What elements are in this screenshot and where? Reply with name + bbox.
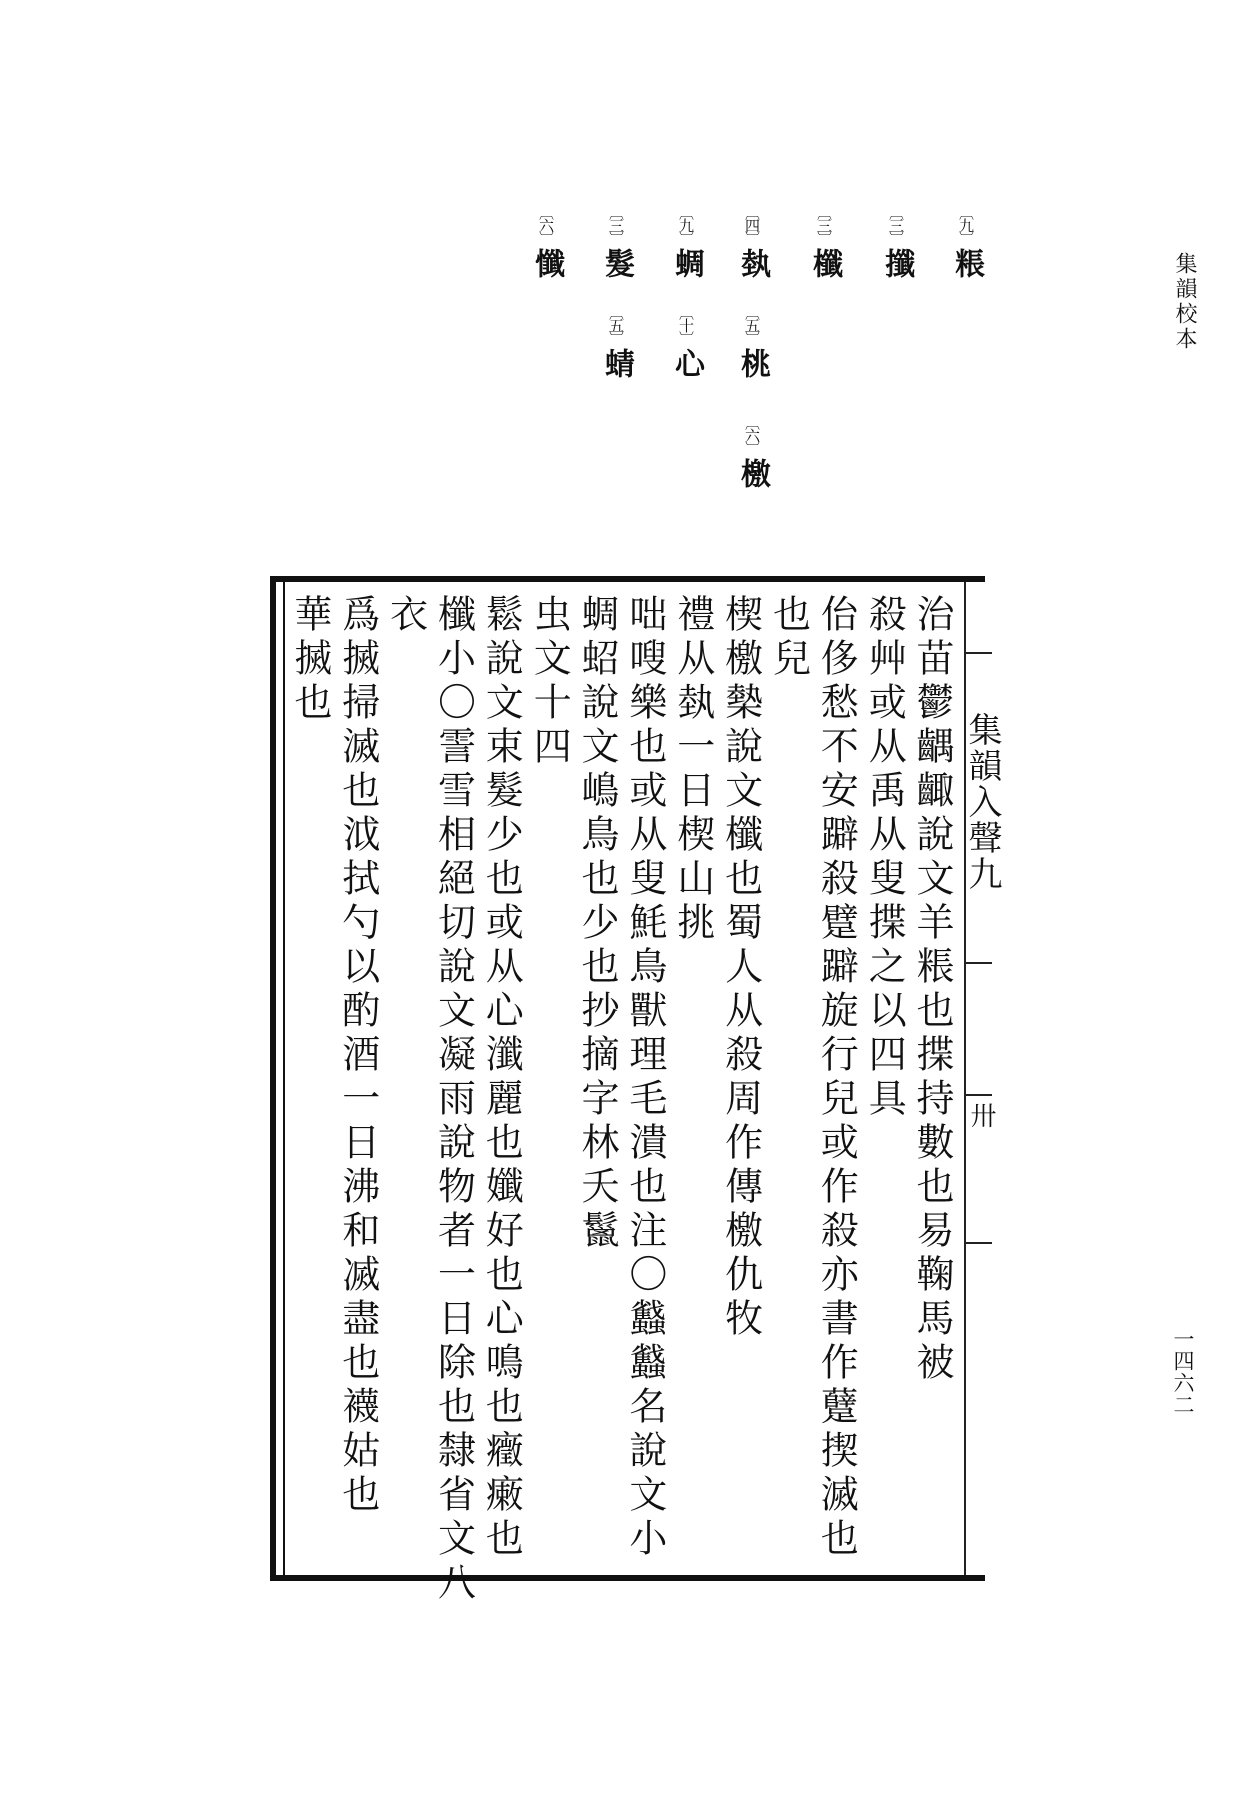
text-column: 衣 (383, 594, 428, 638)
collation-note (596, 205, 636, 278)
text-column: 治苗鬱齵齱說文羊粻也揲持數也易鞠馬被 (909, 594, 954, 1386)
text-column: 爲搣掃滅也泧拭勺以酌酒一日沸和㓕盡也襪姑也 (335, 594, 380, 1518)
note-character: 蜻 (599, 348, 634, 378)
note-number: 〔九〕 (677, 205, 695, 244)
note-character: 檄 (735, 458, 770, 488)
fold-rule (966, 962, 992, 964)
note-column (666, 205, 710, 585)
page-number: 一四六二 (1171, 1328, 1195, 1416)
collation-note (666, 205, 706, 278)
text-column: 殺艸或从禹从叟揲之以四具 (862, 594, 907, 1122)
fold-rule (966, 1242, 992, 1244)
note-column (526, 205, 570, 585)
note-number: 〔四〕 (743, 205, 761, 244)
note-number: 〔三〕 (607, 205, 625, 244)
collation-note (596, 305, 636, 378)
note-column (804, 205, 848, 585)
fold-rule (966, 1094, 992, 1096)
collation-note (732, 205, 772, 278)
text-column: 華搣也 (287, 594, 332, 726)
note-character: 粻 (949, 248, 984, 278)
text-column: 蜩蛁說文嶋鳥也少也抄摘字林夭鬣 (574, 594, 619, 1254)
text-column: 虫文十四 (527, 594, 572, 770)
note-number: 〔十〕 (677, 305, 695, 344)
note-column (876, 205, 920, 585)
text-column: 櫼小〇霅雪相絕切說文凝雨說物者一日除也隸省文八 (431, 594, 476, 1606)
collation-note (876, 205, 916, 278)
fold-rule (966, 652, 992, 654)
note-column (732, 205, 776, 585)
note-number: 〔九〕 (957, 205, 975, 244)
text-column: 佁侈愁不安躃殺躄躃旋行兒或作殺亦書作躠揳滅也 (814, 594, 859, 1562)
collation-note (526, 205, 566, 278)
text-column: 禮从埶一日楔山挑 (670, 594, 715, 946)
collation-note (804, 205, 844, 278)
collation-note (732, 415, 772, 488)
note-character: 桃 (735, 348, 770, 378)
note-character: 懺 (529, 248, 564, 278)
note-character: 埶 (735, 248, 770, 278)
text-column: 也兒 (766, 594, 811, 682)
text-column: 鬆說文束髮少也或从心瀸麗也孅好也心鳴也癥瘷也 (479, 594, 524, 1562)
fold-title: 集韻入聲九 (962, 712, 1002, 892)
note-character: 蜩 (669, 248, 704, 278)
note-column (946, 205, 990, 585)
collation-note (666, 305, 706, 378)
inner-border-rule (283, 582, 285, 1575)
note-number: 〔六〕 (743, 415, 761, 454)
note-column (596, 205, 640, 585)
collation-notes (200, 205, 990, 585)
running-title: 集韻校本 (1172, 252, 1197, 352)
note-character: 櫼 (807, 248, 842, 278)
text-column: 楔檄槷說文櫼也蜀人从殺周作傳檄仇牧 (718, 594, 763, 1342)
woodblock-facsimile (270, 576, 1002, 1606)
note-number: 〔三〕 (815, 205, 833, 244)
note-number: 〔六〕 (537, 205, 555, 244)
facsimile-text (287, 594, 966, 1606)
fold-leaf-number: 卅 (966, 1102, 996, 1128)
collation-note (732, 305, 772, 378)
block-fold-strip (962, 582, 1002, 1575)
note-number: 〔五〕 (743, 305, 761, 344)
text-column: 咄嗖樂也或从叟魹鳥獸理毛潰也注〇蠽蠽名說文小 (622, 594, 667, 1562)
note-character: 心 (669, 348, 704, 378)
note-number: 〔五〕 (607, 305, 625, 344)
note-character: 髮 (599, 248, 634, 278)
collation-note (946, 205, 986, 278)
note-character: 攕 (879, 248, 914, 278)
note-number: 〔三〕 (887, 205, 905, 244)
